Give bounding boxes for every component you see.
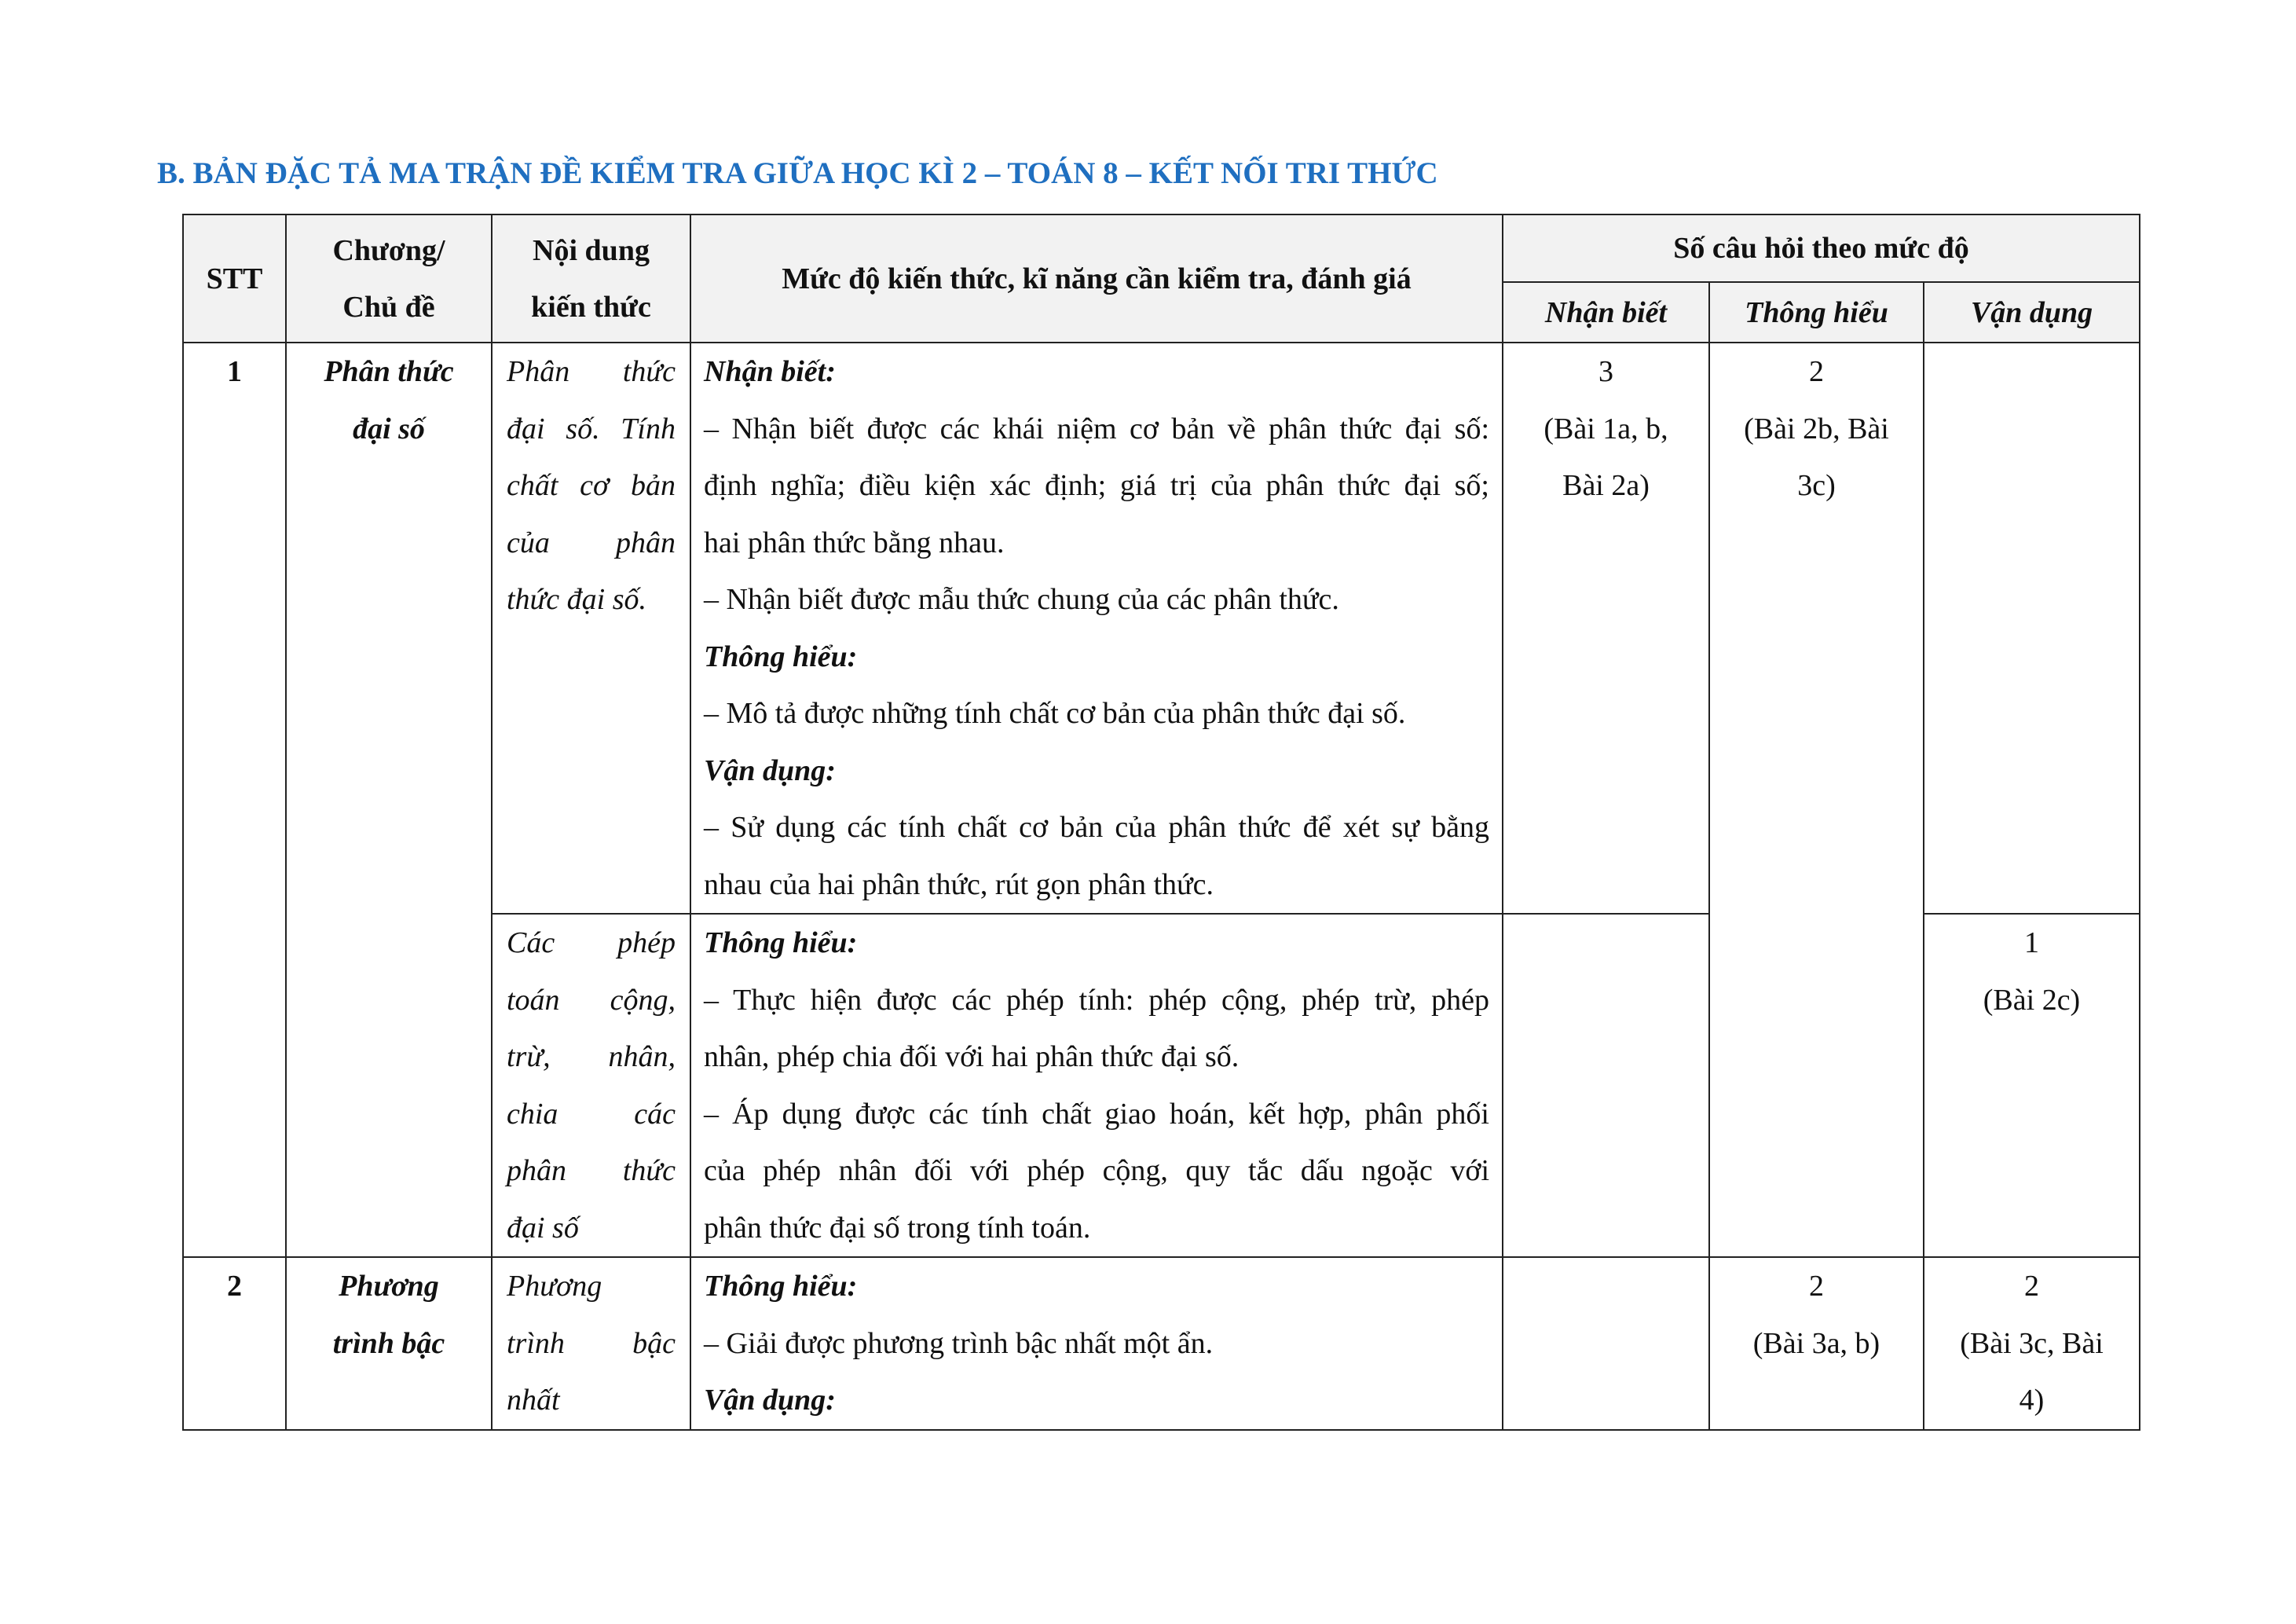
- count-reference: (Bài 3a, b): [1752, 1326, 1880, 1360]
- content-line: thức đại số.: [507, 583, 646, 616]
- document-title: B. BẢN ĐẶC TẢ MA TRẬN ĐỀ KIỂM TRA GIỮA HỌC KÌ 2 – TOÁN 8 – KẾT NỐI TRI THỨC: [157, 156, 1438, 190]
- count-nhan-biet: [1503, 914, 1709, 1257]
- content-line: toán cộng,: [507, 983, 676, 1017]
- header-row: [183, 214, 2140, 282]
- content-line: phân thức: [507, 1154, 676, 1187]
- count-reference: (Bài 3c, Bài: [1960, 1326, 2104, 1360]
- header-level-description: Mức độ kiến thức, kĩ năng cần kiểm tra, đánh giá: [690, 214, 1503, 343]
- content-line: chất cơ bản: [507, 469, 676, 502]
- description-line: – Nhận biết được các khái niệm cơ bản về phân thức đại số:: [704, 412, 1489, 445]
- content-line: đại số. Tính: [507, 412, 676, 445]
- content-line: Các phép: [507, 926, 676, 959]
- content-line: trừ, nhân,: [507, 1040, 676, 1073]
- header-nhan-biet: Nhận biết: [1503, 282, 1709, 343]
- description-line: – Giải được phương trình bậc nhất một ẩn.: [704, 1326, 1214, 1360]
- description-line: định nghĩa; điều kiện xác định; giá trị của phân thức đại số;: [704, 469, 1489, 502]
- row-chapter-line2: trình bậc: [332, 1326, 445, 1360]
- description-line: nhau của hai phân thức, rút gọn phân thức.: [704, 867, 1214, 901]
- table-row: [183, 343, 2140, 914]
- content-line: trình bậc: [507, 1326, 676, 1360]
- label-van-dung: Vận dụng:: [704, 1384, 836, 1417]
- count-thong-hieu: [1709, 1257, 1924, 1430]
- content-line: nhất: [507, 1384, 560, 1417]
- count-reference: (Bài 1a, b,: [1543, 412, 1668, 445]
- header-chapter: [286, 214, 492, 343]
- header-van-dung: Vận dụng: [1924, 282, 2140, 343]
- content-line: của phân: [507, 526, 676, 559]
- knowledge-content: [492, 343, 690, 914]
- row-chapter-line1: Phân thức: [324, 355, 454, 388]
- header-stt: STT: [183, 214, 286, 343]
- description-line: của phép nhân đối với phép cộng, quy tắc dấu ngoặc với: [704, 1154, 1489, 1187]
- header-content: [492, 214, 690, 343]
- description-line: hai phân thức bằng nhau.: [704, 526, 1005, 559]
- count-value: 1: [2024, 926, 2039, 959]
- label-thong-hieu: Thông hiểu:: [704, 640, 858, 673]
- level-description: [690, 914, 1503, 1257]
- description-line: nhân, phép chia đối với hai phân thức đại số.: [704, 1040, 1240, 1073]
- count-reference: Bài 2a): [1562, 469, 1650, 502]
- description-line: – Mô tả được những tính chất cơ bản của phân thức đại số.: [704, 697, 1406, 730]
- content-line: Phân thức: [507, 355, 676, 388]
- count-reference: 3c): [1797, 469, 1836, 502]
- specification-table: [182, 214, 2140, 1431]
- row-stt: 1: [183, 343, 286, 1257]
- description-line: – Áp dụng được các tính chất giao hoán, kết hợp, phân phối: [704, 1097, 1489, 1131]
- count-van-dung: [1924, 343, 2140, 914]
- header-chapter-line2: Chủ đề: [342, 290, 435, 324]
- count-van-dung: [1924, 1257, 2140, 1430]
- count-thong-hieu: [1709, 343, 1924, 1257]
- count-value: 2: [1809, 355, 1824, 388]
- content-line: đại số: [507, 1211, 579, 1245]
- level-description: [690, 1257, 1503, 1430]
- content-line: chia các: [507, 1097, 676, 1131]
- header-content-line2: kiến thức: [531, 290, 651, 324]
- description-line: – Nhận biết được mẫu thức chung của các phân thức.: [704, 583, 1339, 616]
- label-thong-hieu: Thông hiểu:: [704, 926, 858, 959]
- count-nhan-biet: [1503, 1257, 1709, 1430]
- knowledge-content: [492, 914, 690, 1257]
- content-line: Phương: [507, 1270, 602, 1303]
- level-description: [690, 343, 1503, 914]
- label-thong-hieu: Thông hiểu:: [704, 1270, 858, 1303]
- count-reference: (Bài 2b, Bài: [1744, 412, 1889, 445]
- header-question-counts: Số câu hỏi theo mức độ: [1503, 214, 2140, 282]
- count-nhan-biet: [1503, 343, 1709, 914]
- label-van-dung: Vận dụng:: [704, 753, 836, 787]
- row-chapter-line2: đại số: [353, 412, 425, 445]
- count-van-dung: [1924, 914, 2140, 1257]
- count-reference: (Bài 2c): [1983, 983, 2081, 1017]
- row-chapter: [286, 1257, 492, 1430]
- table-row: [183, 1257, 2140, 1430]
- row-chapter-line1: Phương: [339, 1270, 439, 1303]
- count-value: 3: [1598, 355, 1613, 388]
- count-value: 2: [2024, 1270, 2039, 1303]
- description-line: phân thức đại số trong tính toán.: [704, 1211, 1091, 1245]
- header-thong-hieu: Thông hiểu: [1709, 282, 1924, 343]
- label-nhan-biet: Nhận biết:: [704, 355, 836, 388]
- count-reference: 4): [2019, 1384, 2045, 1417]
- row-stt: 2: [183, 1257, 286, 1430]
- count-value: 2: [1809, 1270, 1824, 1303]
- knowledge-content: [492, 1257, 690, 1430]
- header-chapter-line1: Chương/: [332, 233, 445, 267]
- description-line: – Thực hiện được các phép tính: phép cộng, phép trừ, phép: [704, 983, 1489, 1017]
- header-content-line1: Nội dung: [533, 233, 650, 267]
- row-chapter: [286, 343, 492, 1257]
- description-line: – Sử dụng các tính chất cơ bản của phân thức để xét sự bằng: [704, 811, 1489, 844]
